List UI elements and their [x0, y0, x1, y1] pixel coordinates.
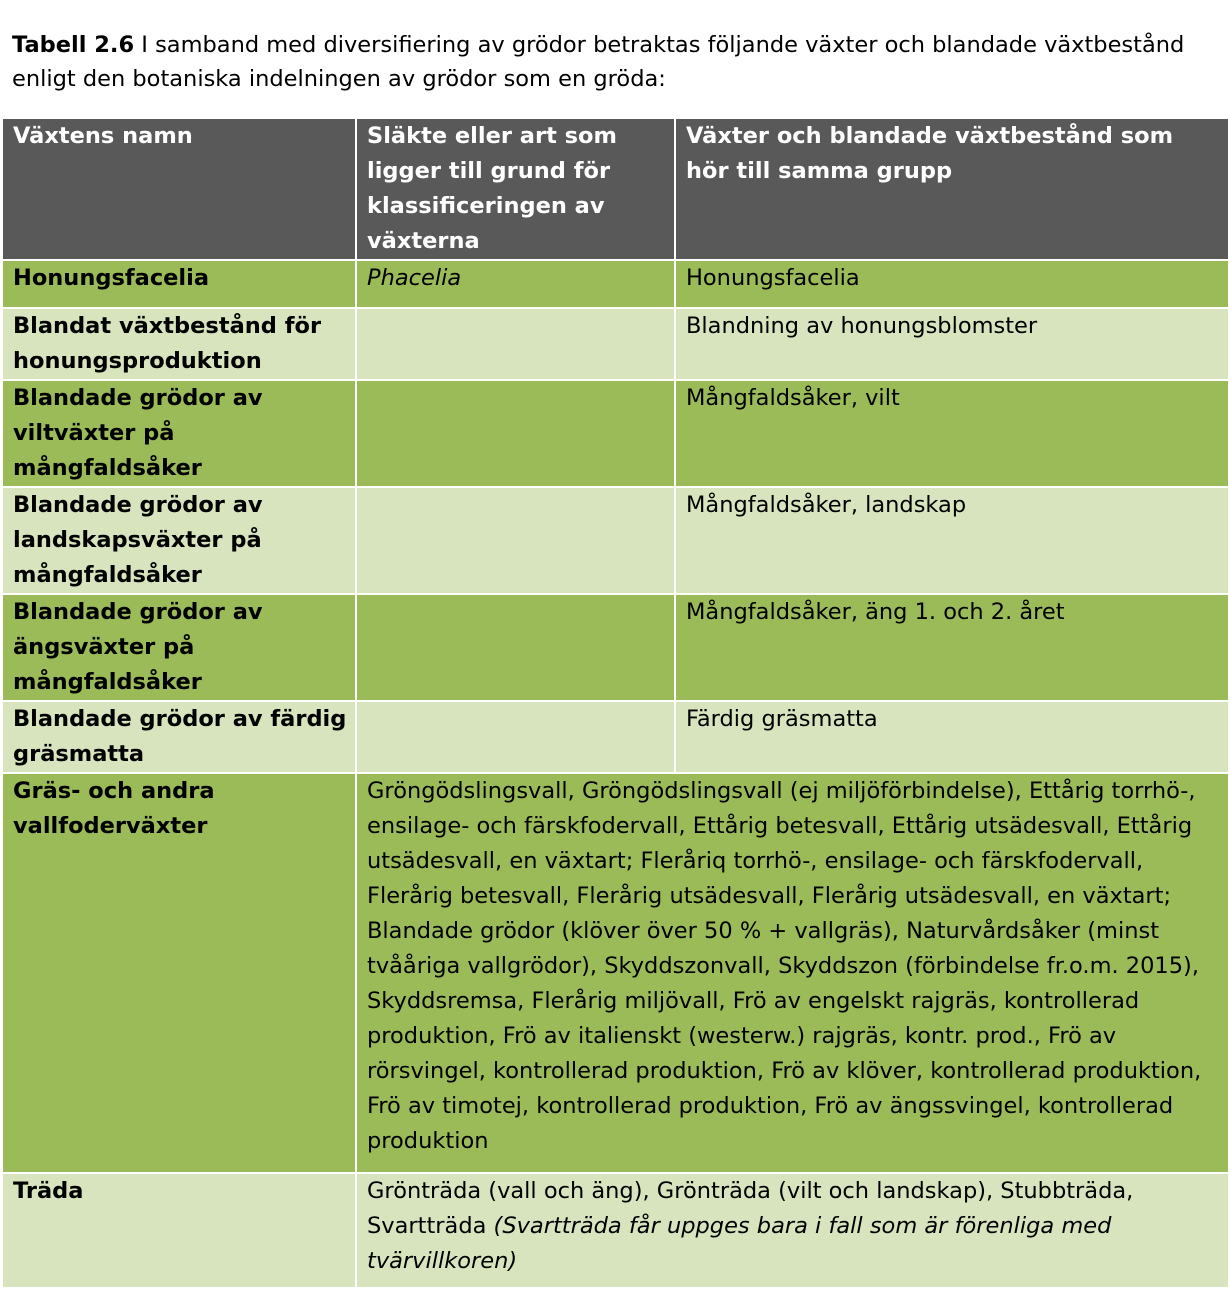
table-row [2, 260, 1229, 308]
row-genus-cell [356, 487, 675, 594]
row-group-cell: Mångfaldsåker, landskap [675, 487, 1229, 594]
table-row [2, 308, 1229, 380]
table-row [2, 487, 1229, 594]
row-group-cell: Honungsfacelia [675, 260, 1229, 308]
row-genus-cell [356, 380, 675, 487]
row-genus-cell [356, 701, 675, 773]
table-row [2, 701, 1229, 773]
row-group-cell: Mångfaldsåker, äng 1. och 2. året [675, 594, 1229, 701]
row-name-cell: Blandade grödor av färdig gräsmatta [2, 701, 356, 773]
row-name-cell: Blandade grödor av viltväxter på mångfaldsåker [2, 380, 356, 487]
table-caption [12, 28, 1212, 96]
caption-label: Tabell 2.6 [12, 32, 135, 58]
row-genus-cell [356, 308, 675, 380]
row-name-cell: Blandat växtbestånd för honungsproduktion [2, 308, 356, 380]
row-name-cell: Blandade grödor av landskapsväxter på mångfaldsåker [2, 487, 356, 594]
row-merged-cell: Gröngödslingsvall, Gröngödslingsvall (ej miljöförbindelse), Ettårig torrhö-, ensilage- och färskfodervall, Ettårig betesvall, Ettårig utsädesvall, Ettårig utsädesvall, en växtart; Fleråriq torrhö-, ensilage- och färskfodervall, Flerårig betesvall, Flerårig utsädesvall, Flerårig utsädesvall, en växtart; Blandade grödor (klöver över 50 % + vallgräs), Naturvårdsåker (minst tvååriga vallgrödor), Skyddszonvall, Skyddszon (förbindelse fr.o.m. 2015), Skyddsremsa, Flerårig miljövall, Frö av engelskt rajgräs, kontrollerad produktion, Frö av italienskt (westerw.) rajgräs, kontr. prod., Frö av rörsvingel, kontrollerad produktion, Frö av klöver, kontrollerad produktion, Frö av timotej, kontrollerad produktion, Frö av ängssvingel, kontrollerad produktion [356, 773, 1229, 1173]
row-name-cell: Gräs- och andra vallfoderväxter [2, 773, 356, 1173]
merged-text: Grönträda (vall och äng), Grönträda (vilt och landskap), Stubbträda, Svartträda [367, 1178, 1134, 1239]
header-group: Växter och blandade växtbestånd som hör till samma grupp [675, 118, 1229, 260]
table-header-row [2, 118, 1229, 260]
row-name-cell: Träda [2, 1173, 356, 1288]
table-row [2, 1173, 1229, 1288]
row-group-cell: Blandning av honungsblomster [675, 308, 1229, 380]
row-merged-cell [356, 1173, 1229, 1288]
row-genus-cell [356, 594, 675, 701]
table-row [2, 594, 1229, 701]
table-row [2, 773, 1229, 1173]
header-genus: Släkte eller art som ligger till grund för klassificeringen av växterna [356, 118, 675, 260]
row-group-cell: Färdig gräsmatta [675, 701, 1229, 773]
table-row [2, 380, 1229, 487]
crop-table [1, 117, 1229, 1289]
row-name-cell: Blandade grödor av ängsväxter på mångfaldsåker [2, 594, 356, 701]
caption-text: I samband med diversifiering av grödor betraktas följande växter och blandade växtbestånd enligt den botaniska indelningen av grödor som en gröda: [12, 32, 1185, 92]
row-name-cell: Honungsfacelia [2, 260, 356, 308]
row-group-cell: Mångfaldsåker, vilt [675, 380, 1229, 487]
row-genus-cell: Phacelia [356, 260, 675, 308]
merged-note: (Svartträda får uppges bara i fall som är förenliga med tvärvillkoren) [367, 1213, 1112, 1274]
header-plant-name: Växtens namn [2, 118, 356, 260]
